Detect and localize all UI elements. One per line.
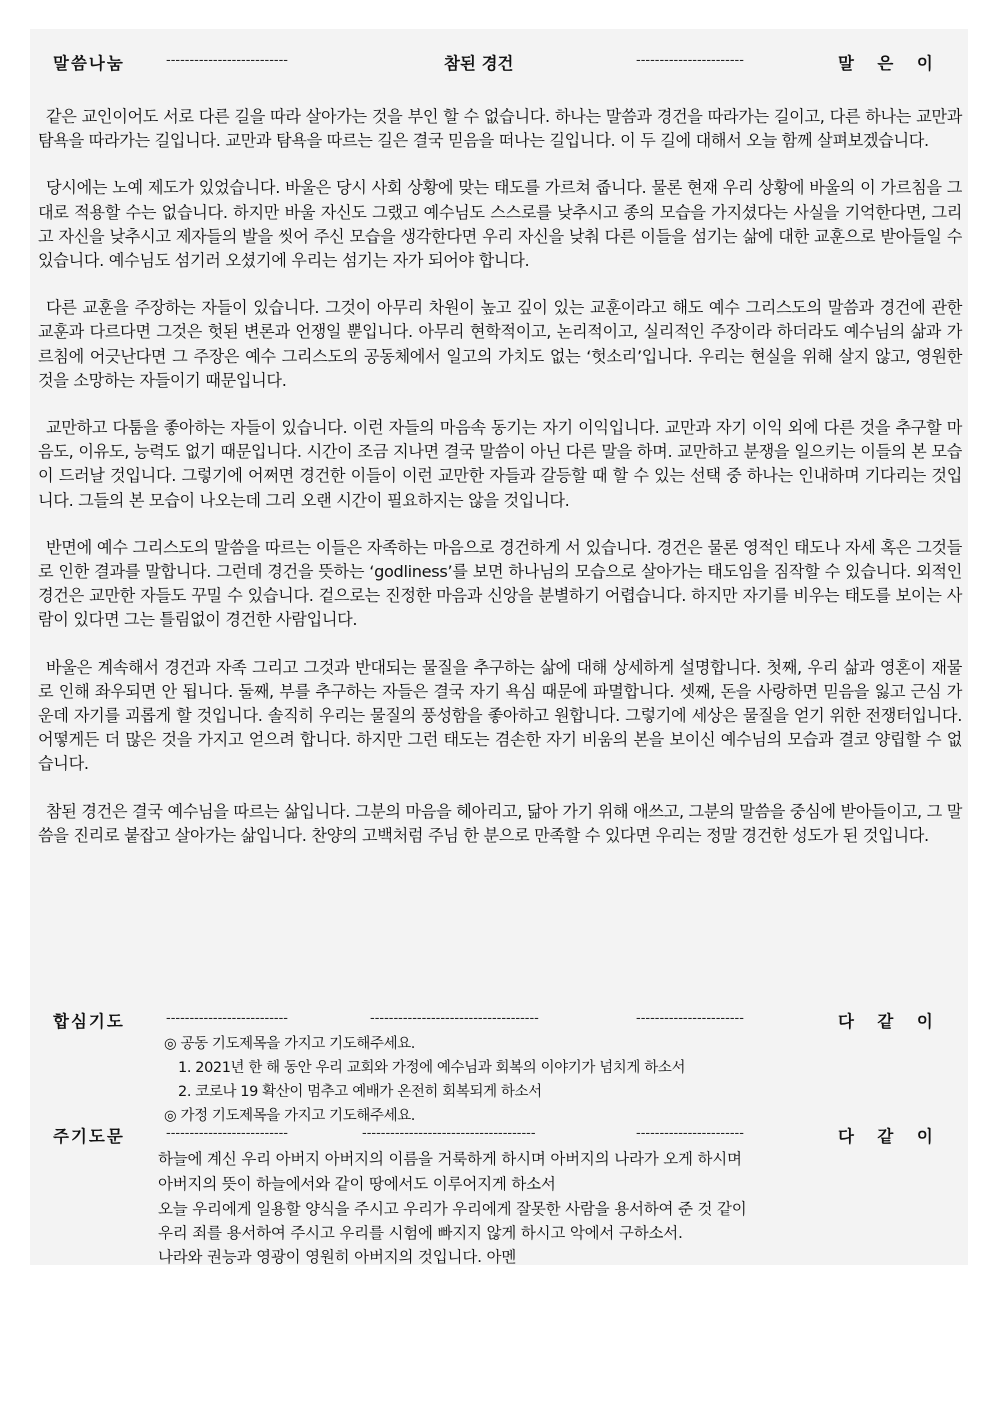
sermon-paragraph: 반면에 예수 그리스도의 말씀을 따르는 이들은 자족하는 마음으로 경건하게 서 있습니다. 경건은 물론 영적인 태도나 자세 혹은 그것들로 인한 결과를 말합니다. 그런데 경건을 뜻하는 ‘godliness’를 보면 하나님의 모습으로 살아가는 태도임을 짐작할 수 있습니다. 외적인 경건은 교만한 자들도 꾸밀 수 있습니다. 겉으로는 진정한 마음과 신앙을 분별하기 어렵습니다. 하지만 자기를 비우는 태도를 보이는 사람이 있다면 그는 틀림없이 경건한 사람입니다. (38, 537, 962, 630)
lords-prayer-line: 나라와 권능과 영광이 영원히 아버지의 것입니다. 아멘 (158, 1248, 517, 1266)
sermon-paragraph: 교만하고 다툼을 좋아하는 자들이 있습니다. 이런 자들의 마음속 동기는 자기 이익입니다. 교만과 자기 이익 외에 다른 것을 추구할 마음도, 이유도, 능력도 없기 때문입니다. 시간이 조금 지나면 결국 말씀이 아닌 다른 말을 하며. 교만하고 분쟁을 일으키는 이들의 본 모습이 드러날 것입니다. 그렇기에 어쩌면 경건한 이들이 이런 교만한 자들과 갈등할 때 할 수 있는 선택 중 하나는 인내하며 기다리는 것입니다. 그들의 본 모습이 나오는데 그리 오랜 시간이 필요하지는 않을 것입니다. (38, 418, 962, 510)
divider-dashes: ----------------------- (636, 1126, 744, 1141)
prayer-item: 2. 코로나 19 확산이 멈추고 예배가 온전히 회복되게 하소서 (178, 1084, 542, 1100)
sermon-header (30, 50, 968, 78)
family-prayer-heading: ◎ 가정 기도제목을 가지고 기도해주세요. (164, 1108, 416, 1124)
speaker-role: 말 은 이 (838, 54, 937, 73)
section-label: 합심기도 (53, 1012, 125, 1031)
sermon-paragraph: 다른 교훈을 주장하는 자들이 있습니다. 그것이 아무리 차원이 높고 깊이 있는 교훈이라고 해도 예수 그리스도의 말씀과 경건에 관한 교훈과 다르다면 그것은 헛된 변론과 언쟁일 뿐입니다. 아무리 현학적이고, 논리적이고, 실리적인 주장이라 하더라도 예수님의 삶과 가르침에 어긋난다면 그 주장은 예수 그리스도의 공동체에서 일고의 가치도 없는 ‘헛소리’입니다. 우리는 현실을 위해 살지 않고, 영원한 것을 소망하는 자들이기 때문입니다. (38, 298, 962, 390)
lords-prayer-role: 다 같 이 (838, 1127, 937, 1146)
divider-dashes: ----------------------- (636, 53, 744, 68)
lords-prayer-line: 우리 죄를 용서하여 주시고 우리를 시험에 빠지지 않게 하시고 악에서 구하소서. (158, 1224, 683, 1242)
sermon-paragraph: 같은 교인이어도 서로 다른 길을 따라 살아가는 것을 부인 할 수 없습니다. 하나는 말씀과 경건을 따라가는 길이고, 다른 하나는 교만과 탐욕을 따라가는 길입니다. 교만과 탐욕을 따르는 길은 결국 믿음을 떠나는 길입니다. 이 두 길에 대해서 오늘 함께 살펴보겠습니다. (38, 107, 962, 151)
lords-prayer-line: 하늘에 계신 우리 아버지 아버지의 이름을 거룩하게 하시며 아버지의 나라가 오게 하시며 (158, 1150, 742, 1168)
sermon-paragraph: 바울은 계속해서 경건과 자족 그리고 그것과 반대되는 물질을 추구하는 삶에 대해 상세하게 설명합니다. 첫째, 우리 삶과 영혼이 재물로 인해 좌우되면 안 됩니다. 둘째, 부를 추구하는 자들은 결국 자기 욕심 때문에 파멸합니다. 셋째, 돈을 사랑하면 믿음을 잃고 근심 가운데 자기를 괴롭게 할 것입니다. 솔직히 우리는 물질의 풍성함을 좋아하고 원합니다. 그렇기에 세상은 물질을 얻기 위한 전쟁터입니다. 어떻게든 더 많은 것을 가지고 얻으려 합니다. 하지만 그런 태도는 겸손한 자기 비움의 본을 보이신 예수님의 모습과 결코 양립할 수 없습니다. (38, 657, 962, 774)
sermon-body (38, 105, 962, 871)
sermon-paragraph: 당시에는 노예 제도가 있었습니다. 바울은 당시 사회 상황에 맞는 태도를 가르쳐 줍니다. 물론 현재 우리 상황에 바울의 이 가르침을 그대로 적용할 수는 없습니다. 하지만 바울 자신도 그랬고 예수님도 스스로를 낮추시고 종의 모습을 가지셨다는 사실을 기억한다면, 그리고 자신을 낮추시고 제자들의 발을 씻어 주신 모습을 생각한다면 우리 자신을 낮춰 다른 이들을 섬기는 삶에 대한 교훈으로 받아들일 수 있습니다. 예수님도 섬기러 오셨기에 우리는 섬기는 자가 되어야 합니다. (38, 178, 962, 271)
bulletin-panel (30, 29, 968, 1265)
sermon-title: 참된 경건 (444, 54, 514, 73)
lords-prayer-line: 오늘 우리에게 일용할 양식을 주시고 우리가 우리에게 잘못한 사람을 용서하여 준 것 같이 (158, 1200, 747, 1218)
lords-prayer-line: 아버지의 뜻이 하늘에서와 같이 땅에서도 이루어지게 하소서 (158, 1175, 556, 1193)
common-prayer-heading: ◎ 공동 기도제목을 가지고 기도해주세요. (164, 1036, 416, 1052)
sermon-paragraph: 참된 경건은 결국 예수님을 따르는 삶입니다. 그분의 마음을 헤아리고, 닮아 가기 위해 애쓰고, 그분의 말씀을 중심에 받아들이고, 그 말씀을 진리로 붙잡고 살아가는 삶입니다. 찬양의 고백처럼 주님 한 분으로 만족할 수 있다면 우리는 정말 경건한 성도가 된 것입니다. (38, 801, 962, 845)
section-label: 주기도문 (53, 1127, 125, 1146)
divider-dashes: ----------------------- (636, 1011, 744, 1026)
section-label: 말씀나눔 (53, 54, 125, 73)
divider-dashes: ------------------------------------ (370, 1011, 539, 1026)
divider-dashes: -------------------------- (166, 1011, 288, 1026)
prayer-item: 1. 2021년 한 해 동안 우리 교회와 가정에 예수님과 회복의 이야기가 넘치게 하소서 (178, 1060, 686, 1076)
divider-dashes: ------------------------------------- (362, 1126, 536, 1141)
divider-dashes: -------------------------- (166, 53, 288, 68)
divider-dashes: -------------------------- (166, 1126, 288, 1141)
prayer-role: 다 같 이 (838, 1012, 937, 1031)
